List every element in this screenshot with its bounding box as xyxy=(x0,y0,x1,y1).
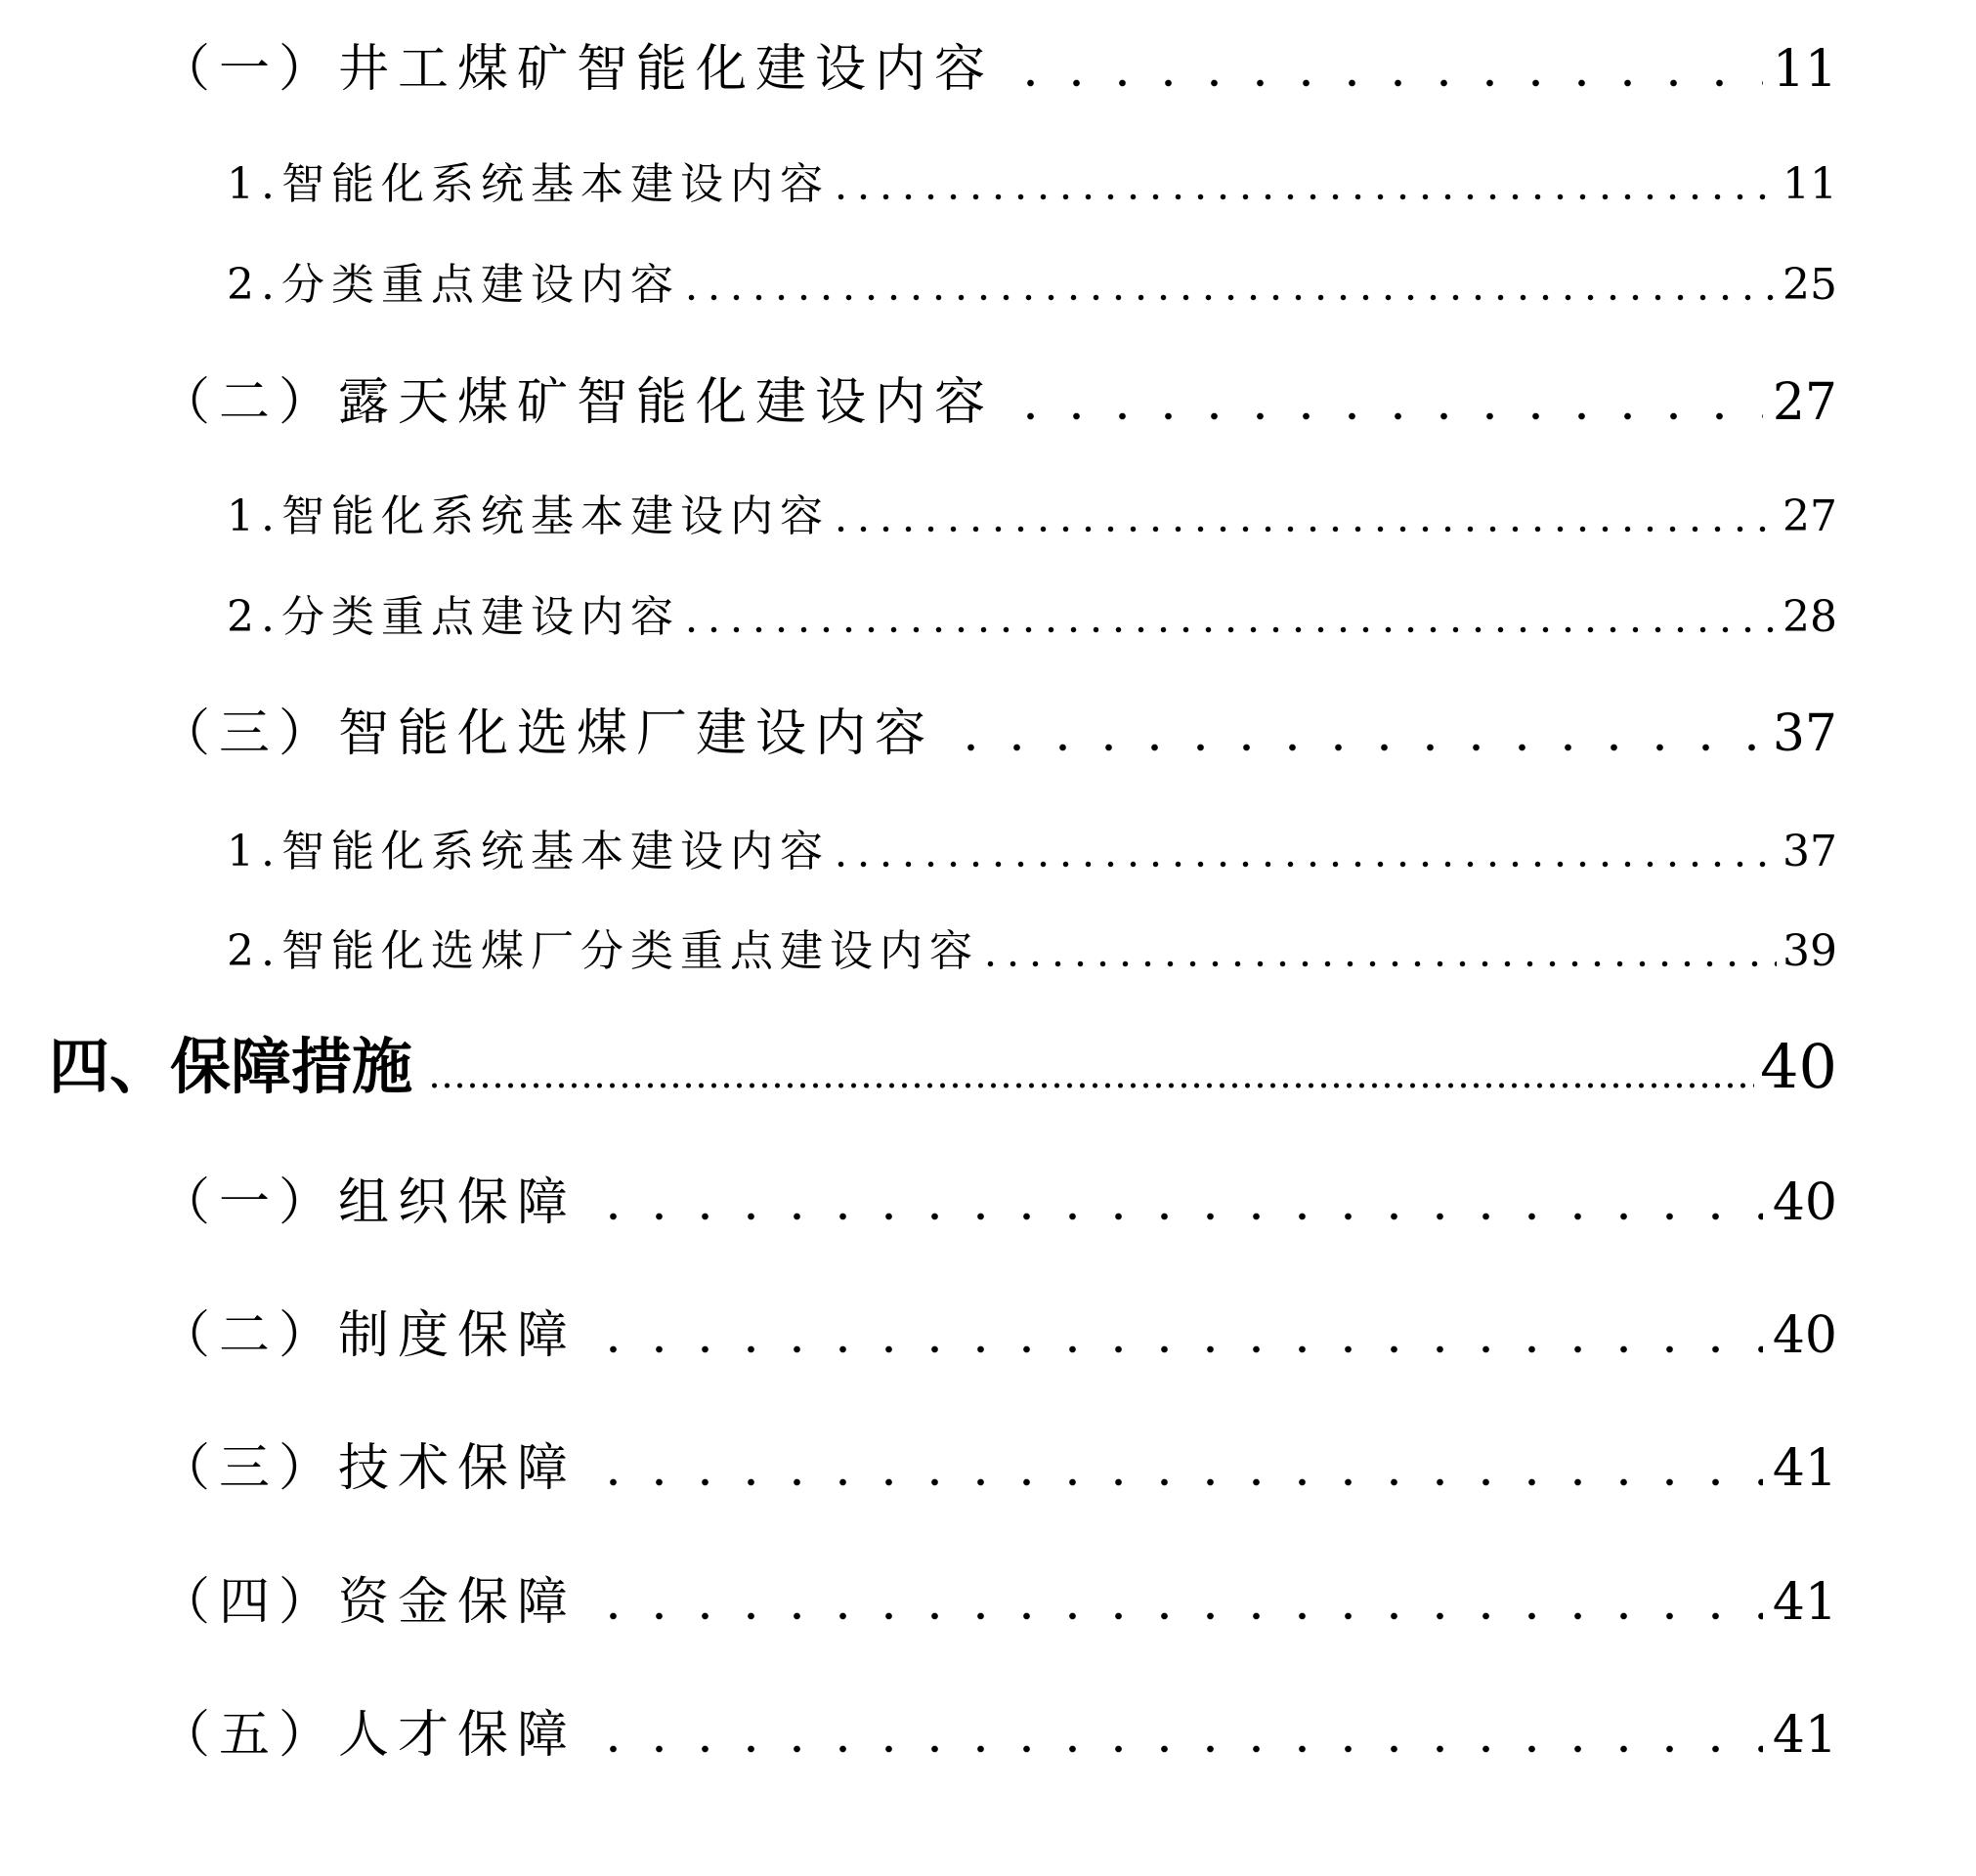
toc-entry-section xyxy=(159,1706,1837,1765)
toc-entry-title: 1.智能化系统基本建设内容 xyxy=(227,491,830,541)
toc-entry-subsection xyxy=(227,491,1837,542)
toc-page-number: 41 xyxy=(1772,1439,1837,1498)
dot-leader xyxy=(1008,40,1763,99)
toc-page-number: 37 xyxy=(1772,704,1837,763)
toc-entry-section xyxy=(159,40,1837,99)
toc-entry-section xyxy=(159,1173,1837,1232)
toc-entry-section xyxy=(159,1306,1837,1365)
toc-page-number: 39 xyxy=(1783,926,1837,976)
toc-page-number: 25 xyxy=(1783,260,1837,310)
dot-leader xyxy=(590,1706,1763,1765)
toc-entry-title: 1.智能化系统基本建设内容 xyxy=(227,827,830,876)
toc-page-number: 41 xyxy=(1772,1706,1837,1765)
dot-leader xyxy=(680,592,1777,643)
toc-entry-title: （四）资金保障 xyxy=(159,1573,578,1632)
toc-page-number: 28 xyxy=(1783,592,1837,642)
dot-leader xyxy=(830,491,1777,542)
toc-page-number: 37 xyxy=(1783,827,1837,876)
dot-leader xyxy=(590,1573,1763,1632)
toc-entry-title: 1.智能化系统基本建设内容 xyxy=(227,159,830,209)
toc-entry-section xyxy=(159,373,1837,432)
dot-leader xyxy=(590,1173,1763,1232)
toc-entry-title: 2.智能化选煤厂分类重点建设内容 xyxy=(227,926,979,976)
toc-page-number: 40 xyxy=(1760,1032,1837,1102)
dot-leader xyxy=(1008,373,1763,432)
toc-page-number: 27 xyxy=(1772,373,1837,432)
toc-entry-title: （一）井工煤矿智能化建设内容 xyxy=(159,40,995,99)
toc-entry-title: 四、保障措施 xyxy=(49,1032,413,1102)
toc-entry-subsection xyxy=(227,827,1837,877)
toc-entry-title: （二）露天煤矿智能化建设内容 xyxy=(159,373,995,432)
toc-page-number: 11 xyxy=(1783,159,1837,209)
toc-page-number: 40 xyxy=(1772,1306,1837,1365)
dot-leader xyxy=(590,1439,1763,1498)
toc-page-number: 11 xyxy=(1772,40,1837,99)
dot-leader xyxy=(830,827,1777,877)
toc-page-number: 27 xyxy=(1783,491,1837,541)
toc-entry-title: （三）技术保障 xyxy=(159,1439,578,1498)
toc-entry-title: （三）智能化选煤厂建设内容 xyxy=(159,704,935,763)
toc-entry-subsection xyxy=(227,260,1837,311)
toc-entry-chapter xyxy=(49,1032,1837,1102)
toc-entry-section xyxy=(159,1439,1837,1498)
toc-entry-title: 2.分类重点建设内容 xyxy=(227,260,680,310)
dot-leader xyxy=(948,704,1763,763)
dot-leader xyxy=(979,926,1777,977)
toc-entry-title: （二）制度保障 xyxy=(159,1306,578,1365)
toc-entry-section xyxy=(159,704,1837,763)
toc-page-number: 40 xyxy=(1772,1173,1837,1232)
toc-entry-subsection xyxy=(227,159,1837,210)
toc-entry-title: 2.分类重点建设内容 xyxy=(227,592,680,642)
dot-leader xyxy=(680,260,1777,311)
toc-entry-section xyxy=(159,1573,1837,1632)
dot-leader xyxy=(590,1306,1763,1365)
toc-entry-subsection xyxy=(227,592,1837,643)
dot-leader xyxy=(428,1032,1754,1102)
toc-entry-title: （一）组织保障 xyxy=(159,1173,578,1232)
toc-page-number: 41 xyxy=(1772,1573,1837,1632)
toc-entry-title: （五）人才保障 xyxy=(159,1706,578,1765)
dot-leader xyxy=(830,159,1777,210)
toc-entry-subsection xyxy=(227,926,1837,977)
